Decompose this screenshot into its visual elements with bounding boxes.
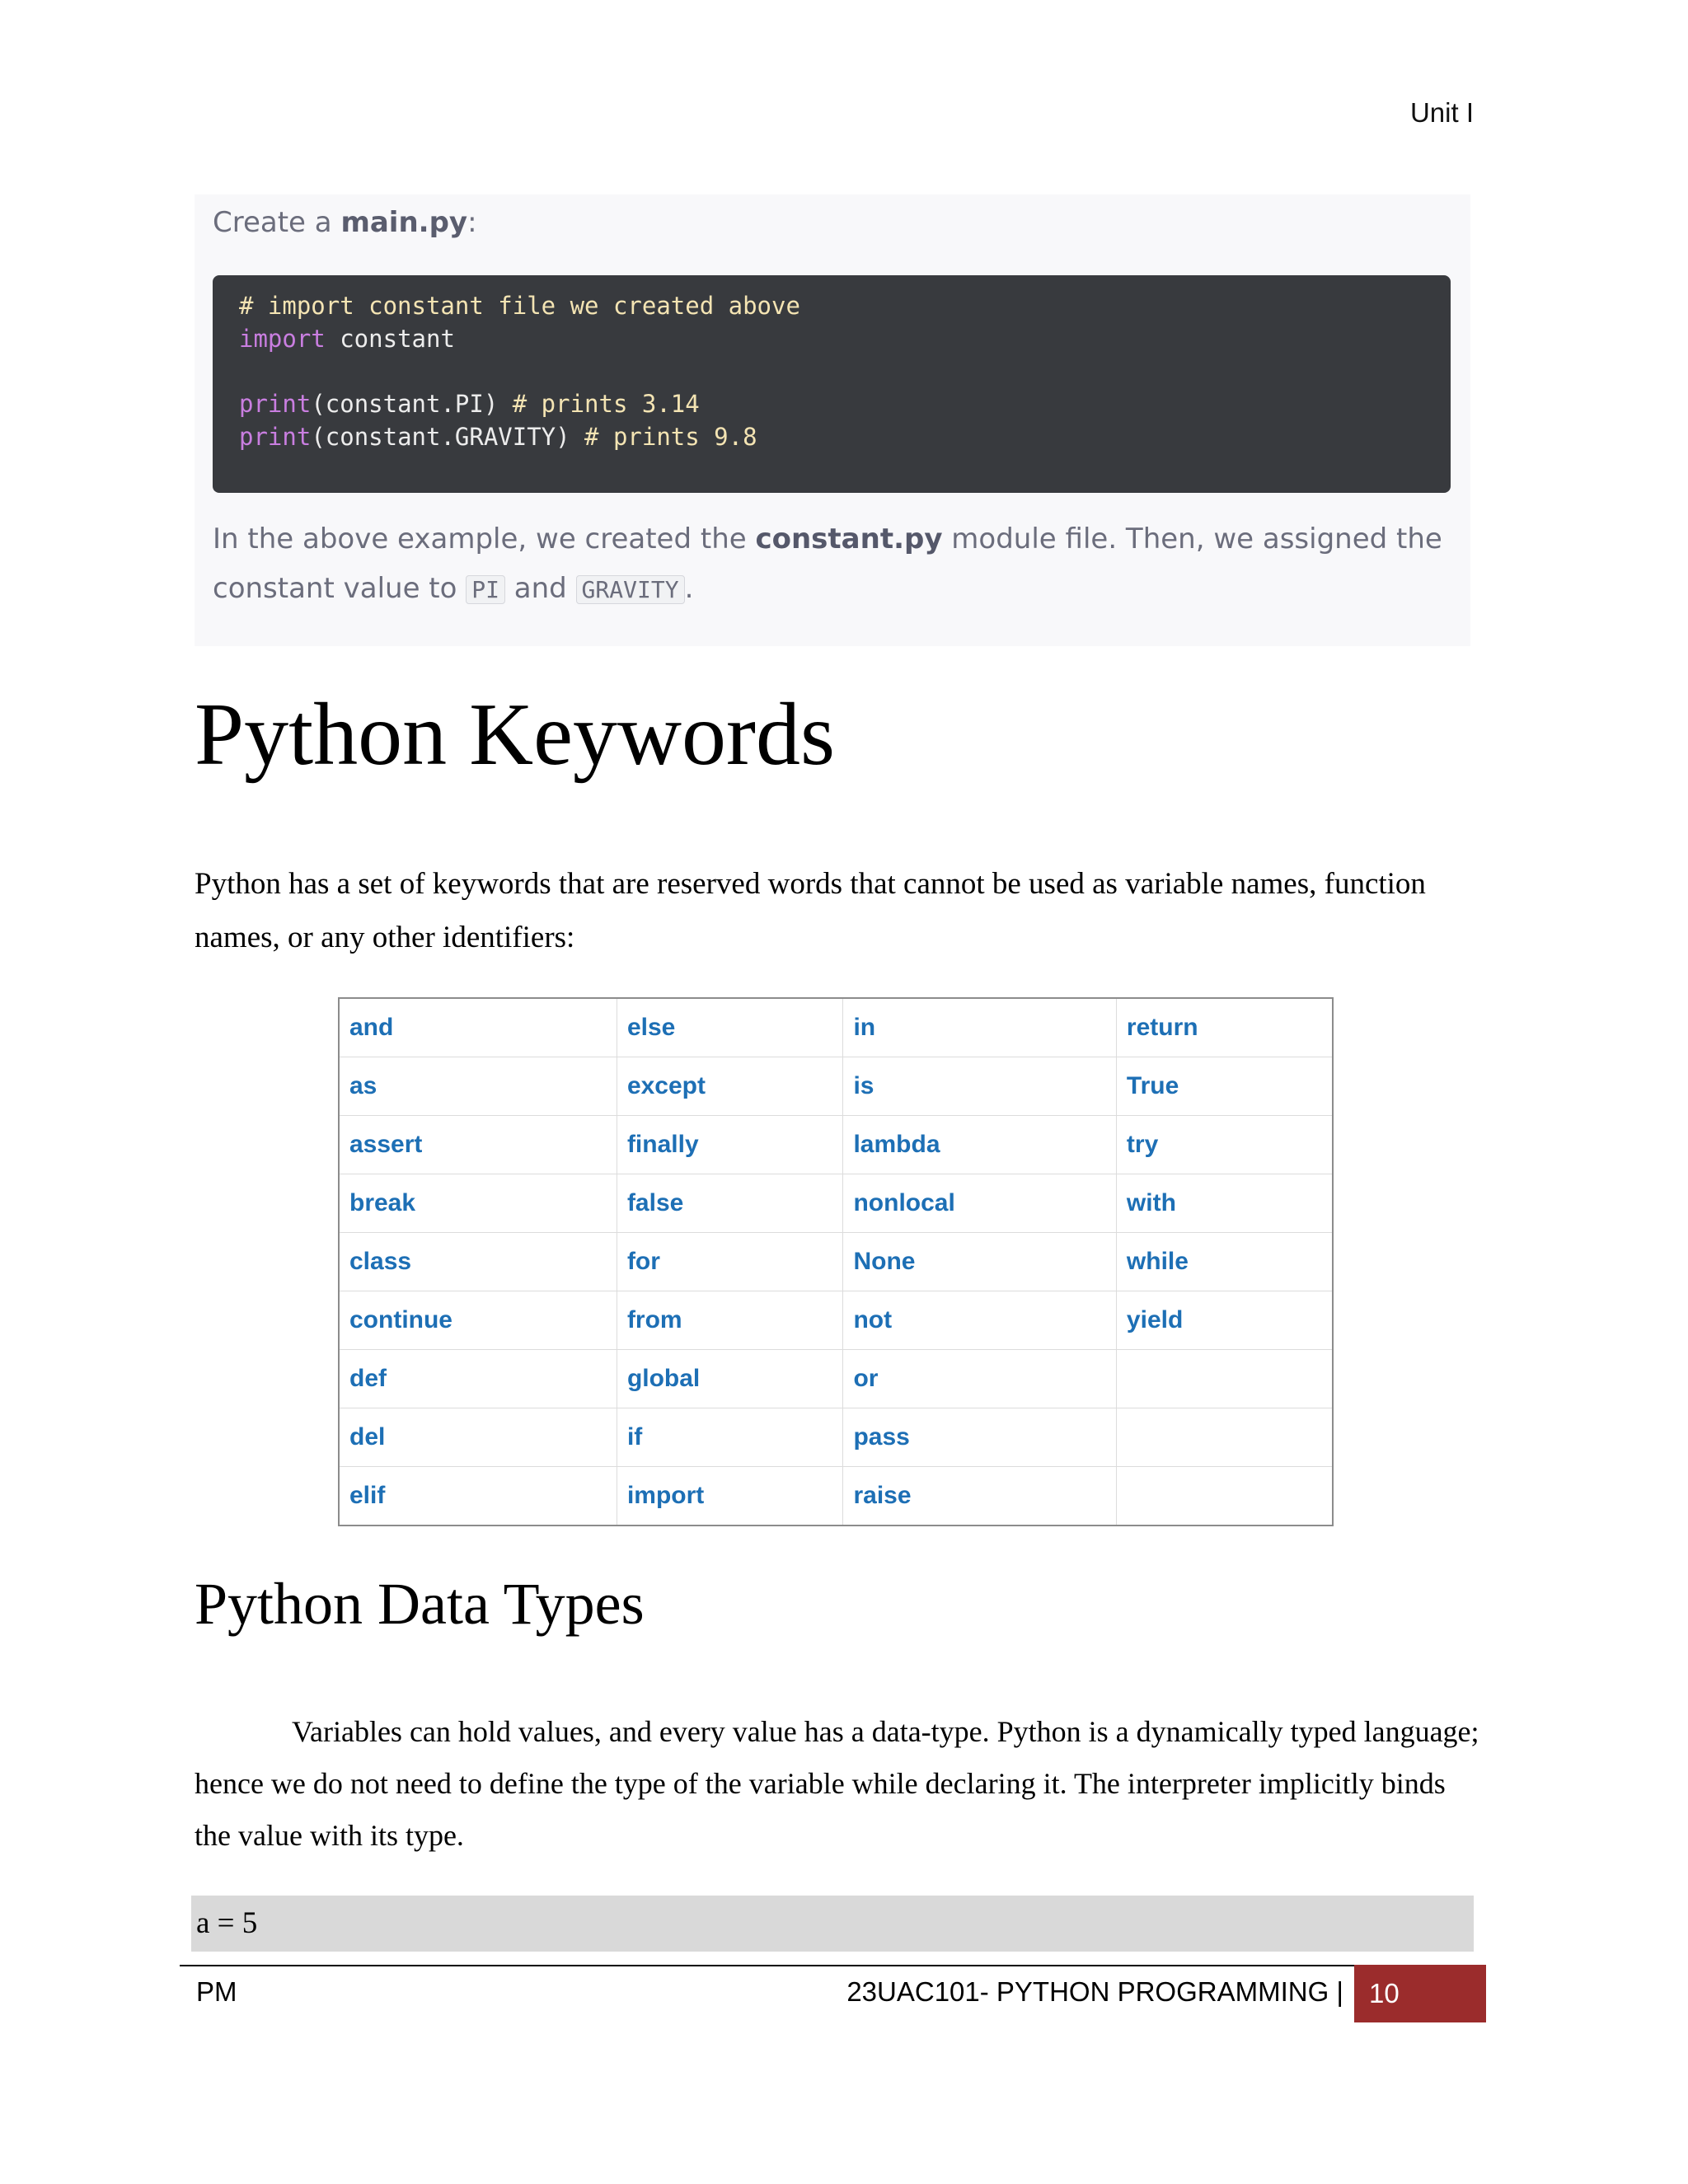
main-file-name: main.py: [340, 206, 468, 239]
table-cell: not: [843, 1291, 1116, 1350]
footer-course: 23UAC101- PYTHON PROGRAMMING |: [846, 1976, 1343, 2007]
table-cell: [1116, 1467, 1333, 1526]
table-cell: elif: [339, 1467, 617, 1526]
embedded-example-card: [195, 194, 1470, 646]
table-row: [339, 1467, 1333, 1526]
table-cell: or: [843, 1350, 1116, 1408]
table-row: [339, 1408, 1333, 1467]
table-row: [339, 1350, 1333, 1408]
table-cell: nonlocal: [843, 1174, 1116, 1233]
table-cell: with: [1116, 1174, 1333, 1233]
table-cell: del: [339, 1408, 617, 1467]
table-cell: raise: [843, 1467, 1116, 1526]
code-line-2: import constant: [239, 325, 455, 353]
table-cell: except: [617, 1057, 843, 1116]
table-cell: finally: [617, 1116, 843, 1174]
code-line-3: print(constant.PI) # prints 3.14: [239, 390, 700, 418]
table-cell: from: [617, 1291, 843, 1350]
heading-python-data-types: Python Data Types: [195, 1571, 645, 1637]
table-cell: and: [339, 998, 617, 1057]
table-cell: as: [339, 1057, 617, 1116]
table-cell: pass: [843, 1408, 1116, 1467]
table-cell: assert: [339, 1116, 617, 1174]
code-example: a = 5: [196, 1906, 258, 1940]
table-row: [339, 1116, 1333, 1174]
data-types-description: Variables can hold values, and every value has a data-type. Python is a dynamically typed language; hence we do not need to define the type of the variable while declaring it. The interpreter implicitly binds the value with its type.: [195, 1715, 1479, 1852]
keywords-description: Python has a set of keywords that are reserved words that cannot be used as variable names, function names, or any other identifiers:: [195, 867, 1426, 954]
code-line-1: # import constant file we created above: [239, 292, 800, 320]
table-cell: class: [339, 1233, 617, 1291]
table-cell: None: [843, 1233, 1116, 1291]
table-cell: continue: [339, 1291, 617, 1350]
table-cell: True: [1116, 1057, 1333, 1116]
heading-python-keywords: Python Keywords: [195, 686, 835, 784]
code-example-box: [191, 1896, 1474, 1952]
page-number: 10: [1354, 1965, 1486, 2022]
table-cell: [1116, 1408, 1333, 1467]
code-line-4: print(constant.GRAVITY) # prints 9.8: [239, 423, 757, 451]
card-explanation: In the above example, we created the constant.py module file. Then, we assigned the constant value to PI and GRAVITY .: [213, 523, 1442, 605]
table-cell: else: [617, 998, 843, 1057]
table-row: [339, 1233, 1333, 1291]
table-cell: false: [617, 1174, 843, 1233]
footer-divider: [180, 1965, 1484, 1966]
table-cell: for: [617, 1233, 843, 1291]
table-cell: while: [1116, 1233, 1333, 1291]
card-intro: Create a main.py:: [213, 206, 477, 239]
table-row: [339, 1057, 1333, 1116]
table-row: [339, 998, 1333, 1057]
unit-label: Unit I: [1409, 97, 1474, 128]
table-cell: import: [617, 1467, 843, 1526]
table-cell: in: [843, 998, 1116, 1057]
table-row: [339, 1174, 1333, 1233]
table-cell: lambda: [843, 1116, 1116, 1174]
keywords-table: [338, 997, 1334, 1526]
table-cell: break: [339, 1174, 617, 1233]
inline-code-gravity: GRAVITY: [576, 575, 685, 604]
table-cell: return: [1116, 998, 1333, 1057]
table-cell: try: [1116, 1116, 1333, 1174]
footer-author: PM: [196, 1976, 237, 2007]
table-cell: global: [617, 1350, 843, 1408]
table-row: [339, 1291, 1333, 1350]
table-cell: [1116, 1350, 1333, 1408]
table-cell: def: [339, 1350, 617, 1408]
table-cell: is: [843, 1057, 1116, 1116]
code-block: [213, 275, 1451, 493]
table-cell: if: [617, 1408, 843, 1467]
table-cell: yield: [1116, 1291, 1333, 1350]
inline-code-pi: PI: [466, 575, 505, 604]
